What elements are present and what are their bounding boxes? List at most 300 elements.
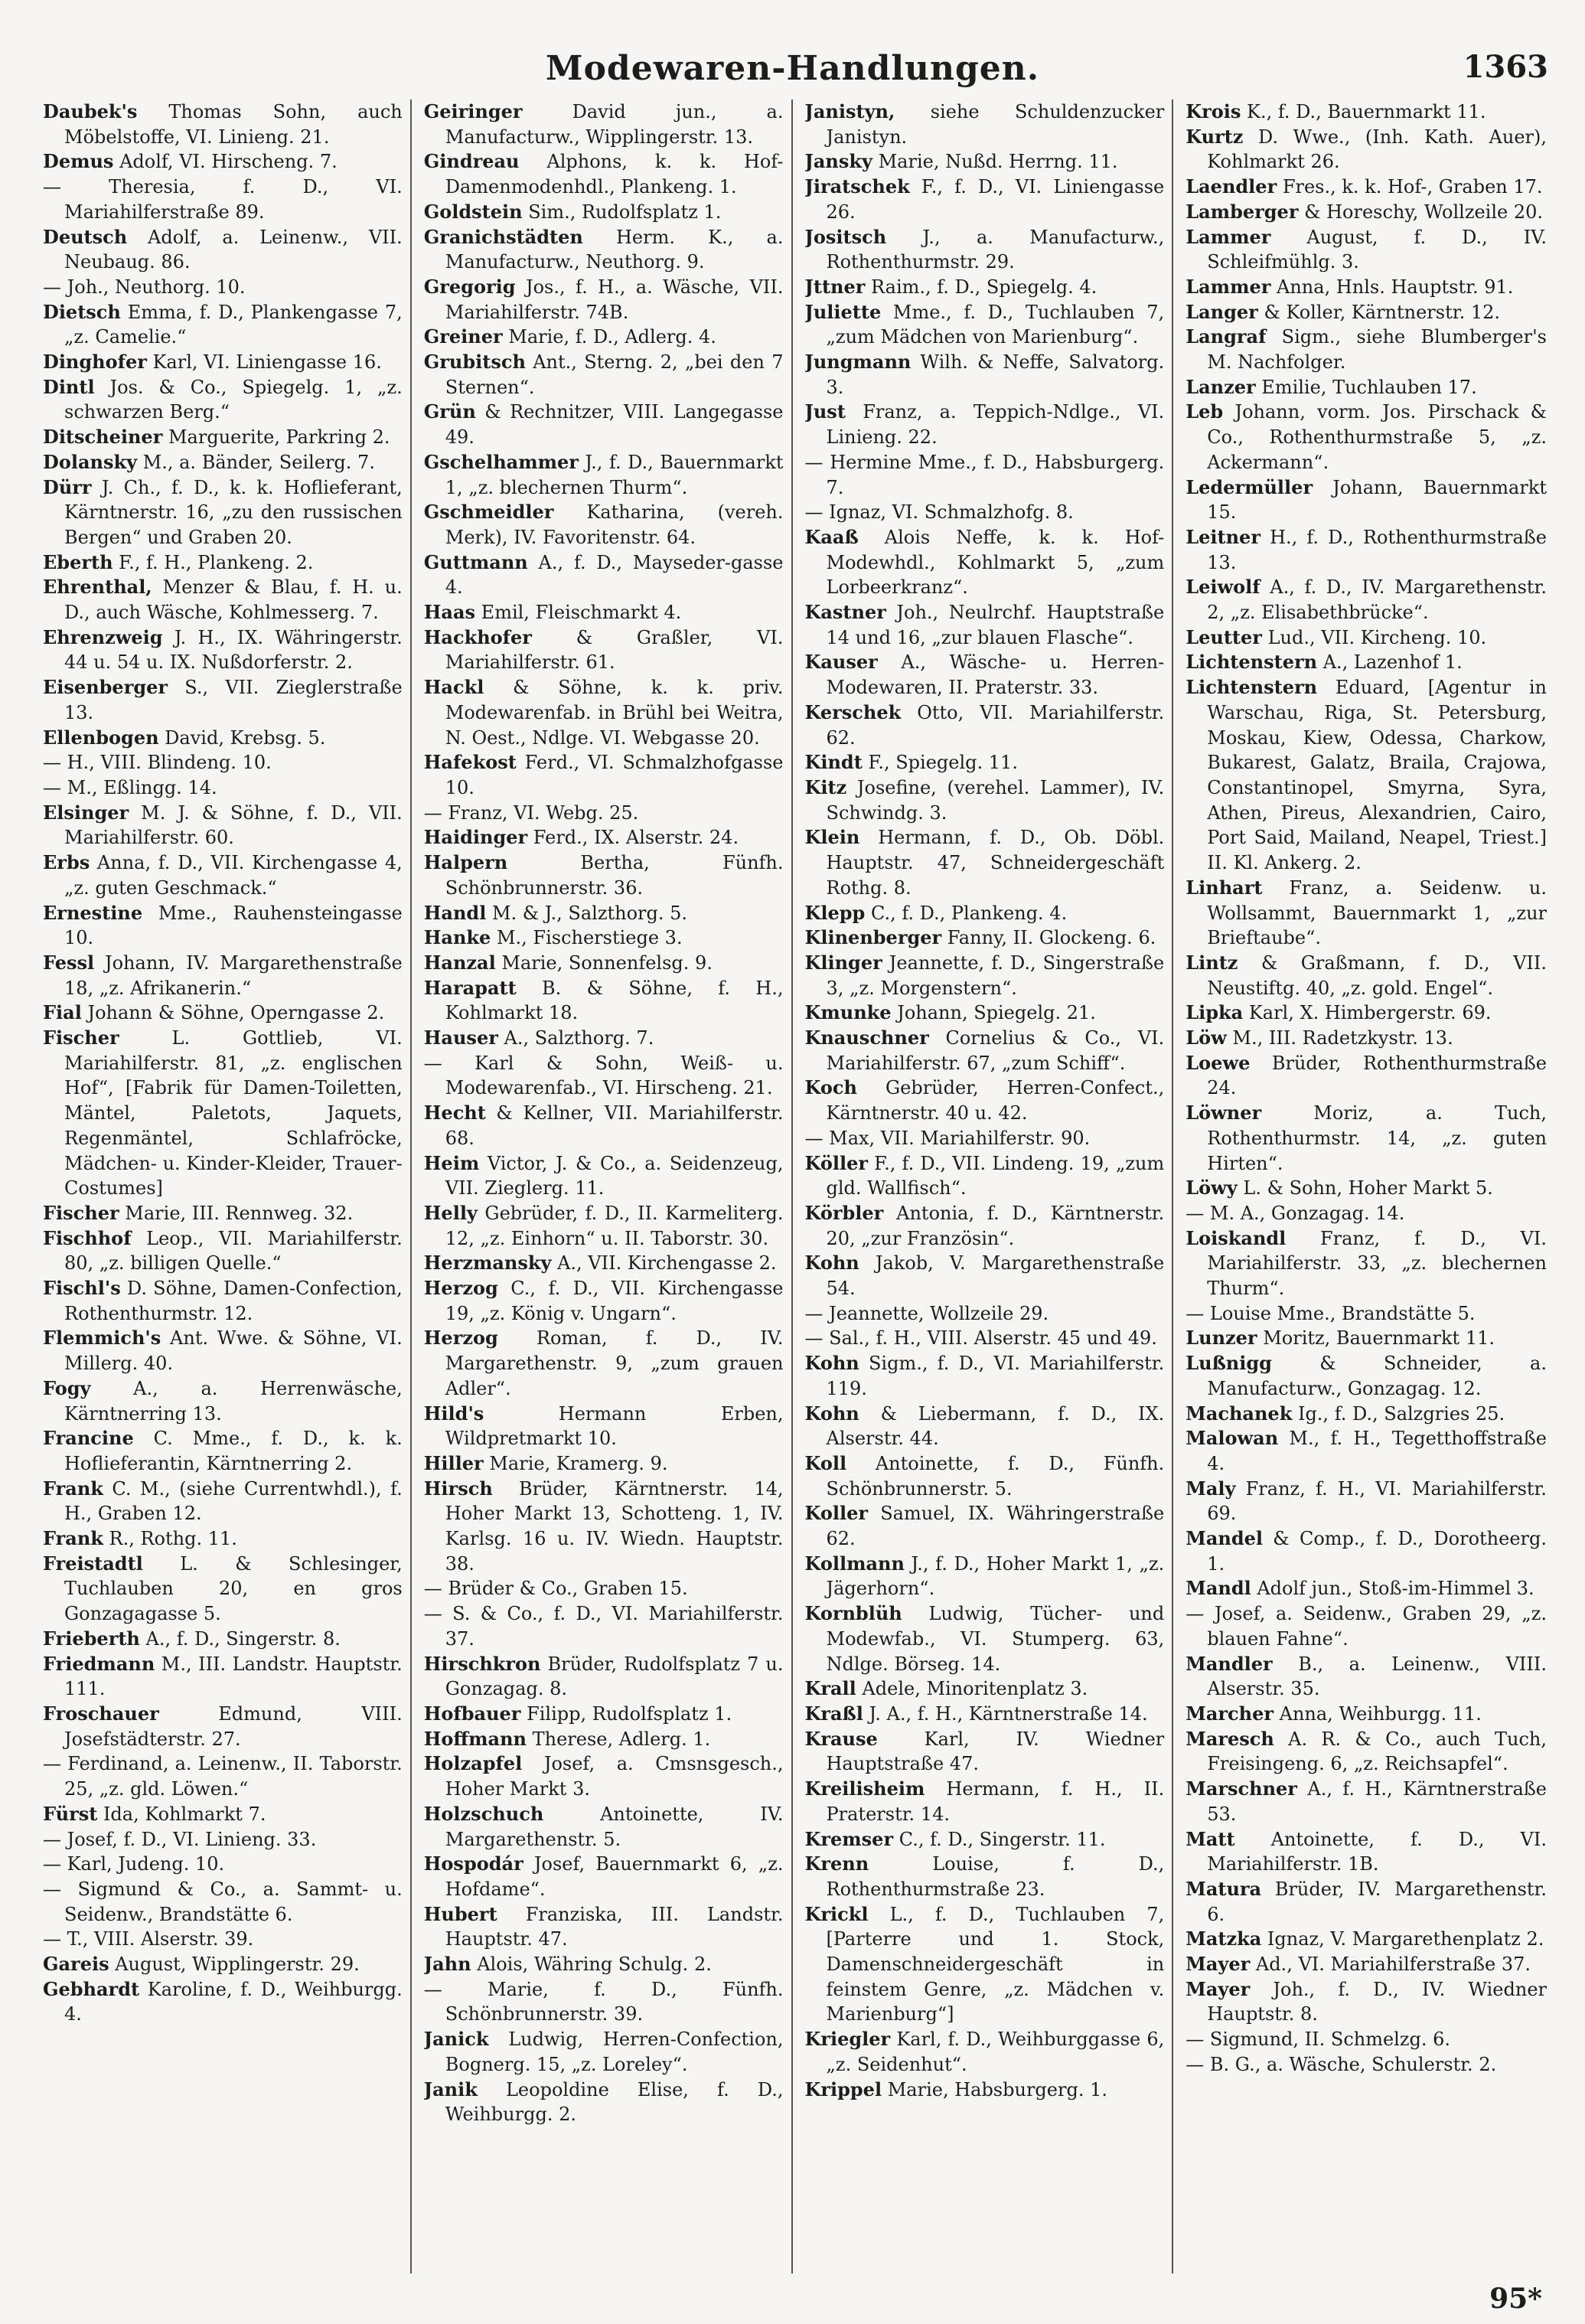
entry-details: Antoinette, IV. Margarethenstr. 5. <box>445 1803 784 1850</box>
entry-details: Joh., f. D., IV. Wiedner Hauptstr. 8. <box>1207 1978 1547 2025</box>
directory-entry <box>805 1852 1165 1901</box>
directory-entry <box>424 350 784 400</box>
entry-details: Louise, f. D., Rothenthurmstraße 23. <box>826 1853 1165 1900</box>
entry-name: Kaaß <box>804 525 859 548</box>
directory-entry <box>424 100 784 149</box>
entry-name: Marcher <box>1185 1702 1274 1725</box>
directory-entry <box>805 750 1165 775</box>
entry-name: Fischhof <box>43 1226 132 1249</box>
directory-entry <box>424 1902 784 1952</box>
entry-name: Kastner <box>804 601 886 624</box>
entry-name: Jahn <box>423 1953 471 1976</box>
entry-name: Holzapfel <box>423 1752 523 1775</box>
entry-name: Guttmann <box>423 550 528 573</box>
entry-details: Jakob, V. Margarethenstraße 54. <box>826 1252 1165 1300</box>
entry-details: Thomas Sohn, auch Möbelstoffe, VI. Linieng. 21. <box>64 101 403 148</box>
entry-name: Ditscheiner <box>43 426 163 449</box>
entry-name: Löw <box>1185 1027 1227 1049</box>
entry-details: Brüder, Kärntnerstr. 14, Hoher Markt 13, Schotteng. 1, IV. Karlsg. 16 u. IV. Wiedn. Hauptstr. 38. <box>445 1477 784 1575</box>
directory-entry <box>1185 1026 1547 1051</box>
directory-entry <box>1185 951 1547 1000</box>
entry-details: Jeannette, f. D., Singerstraße 3, „z. Morgenstern“. <box>826 951 1165 999</box>
entry-details: Karl, X. Himbergerstr. 69. <box>1243 1002 1492 1024</box>
entry-details: & Schneider, a. Manufacturw., Gonzagag. 12. <box>1207 1353 1547 1399</box>
entry-details: Samuel, IX. Währingerstraße 62. <box>826 1503 1165 1550</box>
entry-details: A., f. H., Kärntnerstraße 53. <box>1207 1778 1547 1825</box>
entry-details: Johann & Söhne, Operngasse 2. <box>81 1002 385 1024</box>
entry-name: Lintz <box>1185 951 1238 974</box>
entry-details: — Hermine Mme., f. D., Habsburgerg. 7. <box>804 451 1165 498</box>
entry-name: Heim <box>423 1151 480 1174</box>
directory-entry <box>1185 325 1547 374</box>
directory-entry <box>43 1000 403 1026</box>
entry-details: L., f. D., Tuchlauben 7, [Parterre und 1. Stock, Damenschneidergeschäft in feinstem Genre, „z. Mädchen v. Marienburg“] <box>826 1903 1165 2025</box>
directory-entry <box>805 149 1165 175</box>
entry-details: J., a. Manufacturw., Rothenthurmstr. 29. <box>826 226 1165 273</box>
entry-details: Antoinette, f. D., Fünfh. Schönbrunnerstr. 5. <box>826 1452 1165 1500</box>
entry-details: Karl, f. D., Weihburggasse 6, „z. Seidenhut“. <box>826 2029 1165 2075</box>
entry-details: Alphons, k. k. Hof-Damenmodenhdl., Plankeng. 1. <box>445 151 784 198</box>
directory-entry <box>424 1702 784 1727</box>
entry-name: Herzog <box>423 1277 498 1300</box>
entry-name: Lichtenstern <box>1185 676 1318 699</box>
entry-details: M. & J., Salzthorg. 5. <box>486 902 688 924</box>
directory-entry <box>424 225 784 275</box>
directory-entry <box>43 300 403 350</box>
entry-details: Marie, Nußd. Herrng. 11. <box>872 151 1118 173</box>
entry-name: Hafekost <box>423 751 517 774</box>
directory-column-2 <box>424 100 793 2273</box>
directory-entry <box>805 1301 1165 1327</box>
entry-name: Handl <box>423 901 487 924</box>
entry-name: Hanzal <box>423 951 496 974</box>
entry-details: Johann, Bauernmarkt 15. <box>1207 476 1547 524</box>
entry-name: Köller <box>804 1151 868 1174</box>
entry-name: Ledermüller <box>1185 475 1313 498</box>
entry-details: — Max, VII. Mariahilferstr. 90. <box>804 1127 1091 1149</box>
entry-name: Hackhofer <box>423 625 532 648</box>
entry-details: — Karl, Judeng. 10. <box>43 1853 225 1875</box>
directory-entry <box>424 951 784 976</box>
entry-details: F., f. D., VII. Lindeng. 19, „zum gld. Wallfisch“. <box>826 1152 1165 1200</box>
directory-entry <box>424 550 784 600</box>
directory-entry <box>1185 1402 1547 1427</box>
directory-entry <box>43 475 403 550</box>
entry-details: F., f. D., VI. Liniengasse 26. <box>826 176 1165 223</box>
directory-entry <box>43 1852 403 1877</box>
entry-details: M. J. & Söhne, f. D., VII. Mariahilferstr. 60. <box>64 801 403 849</box>
directory-entry <box>43 275 403 300</box>
directory-entry <box>1185 1351 1547 1401</box>
entry-details: Alois Neffe, k. k. Hof-Modewhdl., Kohlmarkt 5, „zum Lorbeerkranz“. <box>826 526 1165 599</box>
directory-entry <box>43 1477 403 1526</box>
directory-entry <box>1185 1526 1547 1576</box>
directory-entry <box>424 1477 784 1577</box>
entry-name: Fischer <box>43 1027 119 1049</box>
directory-entry <box>1185 675 1547 876</box>
directory-entry <box>805 225 1165 275</box>
entry-details: Herm. K., a. Manufacturw., Neuthorg. 9. <box>445 226 784 273</box>
entry-details: Fres., k. k. Hof-, Graben 17. <box>1277 176 1543 198</box>
entry-details: A., f. D., IV. Margarethenstr. 2, „z. Elisabethbrücke“. <box>1207 576 1547 624</box>
entry-name: Klinenberger <box>804 926 942 949</box>
entry-details: — B. G., a. Wäsche, Schulerstr. 2. <box>1185 2053 1497 2075</box>
entry-name: Hoffmann <box>423 1727 527 1750</box>
entry-name: Janik <box>423 2078 478 2100</box>
entry-name: Klepp <box>804 901 866 924</box>
entry-name: Geiringer <box>423 100 523 122</box>
directory-entry <box>43 1526 403 1552</box>
entry-details: Gebrüder, Herren-Confect., Kärntnerstr. 40 u. 42. <box>826 1077 1165 1124</box>
directory-entry <box>1185 1827 1547 1877</box>
entry-details: Marie, f. D., Adlerg. 4. <box>502 326 716 348</box>
entry-details: Brüder, Rothenthurmstraße 24. <box>1207 1052 1547 1099</box>
entry-name: Krois <box>1185 100 1241 122</box>
entry-details: Brüder, Rudolfsplatz 7 u. Gonzagag. 8. <box>445 1653 784 1700</box>
entry-name: Kremser <box>804 1827 894 1850</box>
entry-details: Marie, Kramerg. 9. <box>483 1452 668 1474</box>
entry-name: Just <box>804 400 846 423</box>
entry-details: — H., VIII. Blindeng. 10. <box>43 752 272 774</box>
directory-entry <box>43 450 403 475</box>
entry-name: Krickl <box>804 1902 869 1925</box>
entry-details: B. & Söhne, f. H., Kohlmarkt 18. <box>445 977 784 1024</box>
entry-name: Fischer <box>43 1201 119 1224</box>
entry-details: Emilie, Tuchlauben 17. <box>1255 376 1477 398</box>
directory-columns <box>43 100 1554 2273</box>
entry-details: M., III. Radetzkystr. 13. <box>1226 1027 1453 1049</box>
entry-name: Friedmann <box>43 1652 155 1675</box>
entry-details: Leop., VII. Mariahilferstr. 80, „z. billigen Quelle.“ <box>64 1227 403 1275</box>
directory-entry <box>424 275 784 325</box>
directory-column-1 <box>43 100 412 2273</box>
directory-entry <box>1185 2052 1547 2078</box>
directory-entry <box>424 1326 784 1401</box>
entry-name: Gregorig <box>423 275 516 298</box>
entry-details: Gebrüder, f. D., II. Karmeliterg. 12, „z. Einhorn“ u. II. Taborstr. 30. <box>445 1202 784 1249</box>
entry-name: Kreilisheim <box>804 1777 925 1800</box>
entry-details: Hermann, f. H., II. Praterstr. 14. <box>826 1778 1165 1825</box>
entry-details: Jos. & Co., Spiegelg. 1, „z. schwarzen Berg.“ <box>64 376 403 423</box>
entry-details: Edmund, VIII. Josefstädterstr. 27. <box>64 1703 403 1750</box>
directory-entry <box>43 1326 403 1376</box>
directory-entry <box>1185 650 1547 675</box>
directory-entry <box>1185 1176 1547 1201</box>
entry-details: Cornelius & Co., VI. Mariahilferstr. 67, „zum Schiff“. <box>826 1027 1165 1074</box>
directory-entry <box>424 1802 784 1852</box>
entry-name: Fessl <box>43 951 95 974</box>
entry-name: Hospodár <box>423 1852 523 1875</box>
directory-entry <box>1185 575 1547 625</box>
entry-details: Marie, Sonnenfelsg. 9. <box>495 951 713 974</box>
directory-entry <box>43 100 403 149</box>
directory-entry <box>43 901 403 951</box>
entry-details: Katharina, (vereh. Merk), IV. Favoritenstr. 64. <box>445 501 784 548</box>
entry-details: Karoline, f. D., Weihburgg. 4. <box>64 1978 403 2025</box>
entry-name: Lammer <box>1185 275 1271 298</box>
entry-details: Roman, f. D., IV. Margarethenstr. 9, „zum grauen Adler“. <box>445 1327 784 1399</box>
entry-name: Krause <box>804 1727 878 1750</box>
entry-name: Frieberth <box>43 1627 140 1650</box>
entry-details: & Koller, Kärntnerstr. 12. <box>1257 301 1500 323</box>
entry-details: C. Mme., f. D., k. k. Hoflieferantin, Kärntnerring 2. <box>64 1428 403 1474</box>
entry-details: Josef, a. Cmsnsgesch., Hoher Markt 3. <box>445 1753 784 1800</box>
entry-name: Jansky <box>804 150 872 173</box>
entry-details: Wilh. & Neffe, Salvatorg. 3. <box>826 351 1165 398</box>
entry-name: Maly <box>1185 1477 1236 1500</box>
entry-details: Mme., f. D., Tuchlauben 7, „zum Mädchen von Marienburg“. <box>826 301 1165 348</box>
entry-name: Jiratschek <box>804 175 910 198</box>
entry-details: Emil, Fleischmarkt 4. <box>475 602 682 624</box>
entry-name: Hubert <box>423 1902 497 1925</box>
entry-name: Klein <box>804 826 860 849</box>
directory-entry <box>424 1402 784 1451</box>
directory-entry <box>424 750 784 800</box>
directory-entry <box>424 400 784 449</box>
entry-name: Jungmann <box>804 351 912 374</box>
entry-details: A., Lazenhof 1. <box>1317 651 1463 674</box>
entry-name: Herzog <box>423 1327 498 1350</box>
entry-details: — Sigmund, II. Schmelzg. 6. <box>1185 2029 1451 2051</box>
directory-entry <box>1185 1877 1547 1927</box>
entry-details: J., f. D., Hoher Markt 1, „z. Jägerhorn“. <box>826 1552 1165 1600</box>
directory-entry <box>805 525 1165 600</box>
entry-name: Hirschkron <box>423 1652 541 1675</box>
directory-entry <box>43 1376 403 1426</box>
directory-entry <box>805 350 1165 400</box>
entry-details: Alois, Währing Schulg. 2. <box>471 1954 712 1976</box>
entry-name: Demus <box>43 150 114 173</box>
directory-entry <box>424 1276 784 1326</box>
entry-details: Anna, f. D., VII. Kirchengasse 4, „z. guten Geschmack.“ <box>64 852 403 899</box>
entry-details: F., Spiegelg. 11. <box>862 752 1018 774</box>
entry-details: L. & Sohn, Hoher Markt 5. <box>1237 1177 1493 1200</box>
entry-details: Franziska, III. Landstr. Hauptstr. 47. <box>445 1903 784 1950</box>
entry-details: Marie, III. Rennweg. 32. <box>119 1202 354 1224</box>
entry-name: Löwner <box>1185 1102 1262 1124</box>
entry-name: Langer <box>1185 300 1258 323</box>
entry-name: Linhart <box>1185 876 1263 899</box>
directory-entry <box>43 1977 403 2027</box>
entry-details: Johann, vorm. Jos. Pirschack & Co., Rothenthurmstraße 5, „z. Ackermann“. <box>1207 401 1547 473</box>
entry-name: Kauser <box>804 651 878 674</box>
directory-entry <box>424 149 784 199</box>
directory-entry <box>805 1000 1165 1026</box>
directory-entry <box>43 1751 403 1801</box>
directory-entry <box>424 1251 784 1276</box>
directory-entry <box>424 1652 784 1702</box>
entry-name: Malowan <box>1185 1427 1279 1450</box>
entry-name: Kindt <box>804 751 863 774</box>
directory-entry <box>805 1601 1165 1676</box>
entry-details: — Joh., Neuthorg. 10. <box>43 276 246 298</box>
directory-entry <box>424 1051 784 1101</box>
entry-name: Leb <box>1185 400 1224 423</box>
entry-name: Mayer <box>1185 1977 1251 2000</box>
entry-name: Jositsch <box>804 225 887 248</box>
directory-entry <box>1185 1576 1547 1601</box>
directory-entry <box>805 650 1165 700</box>
entry-details: Antoinette, f. D., VI. Mariahilferstr. 1B. <box>1207 1828 1547 1875</box>
entry-name: Fial <box>43 1001 82 1024</box>
entry-name: Lichtenstern <box>1185 651 1318 674</box>
directory-entry <box>805 1351 1165 1401</box>
entry-details: Franz, f. D., VI. Mariahilferstr. 33, „z. blechernen Thurm“. <box>1207 1227 1547 1300</box>
directory-entry <box>805 1501 1165 1551</box>
entry-details: Johann, Spiegelg. 21. <box>891 1002 1096 1024</box>
directory-entry <box>424 1727 784 1752</box>
entry-name: Mayer <box>1185 1953 1251 1976</box>
entry-name: Gschmeidler <box>423 501 554 524</box>
directory-entry <box>43 425 403 450</box>
directory-entry <box>1185 1601 1547 1651</box>
directory-entry <box>1185 275 1547 300</box>
directory-entry <box>805 450 1165 500</box>
entry-details: Sigm., siehe Blumberger's M. Nachfolger. <box>1207 326 1547 374</box>
directory-entry <box>1185 475 1547 525</box>
entry-details: Karl, IV. Wiedner Hauptstraße 47. <box>826 1728 1165 1775</box>
entry-name: Fürst <box>43 1802 98 1825</box>
entry-details: — Franz, VI. Webg. 25. <box>423 801 639 824</box>
directory-entry <box>424 1576 784 1601</box>
directory-entry <box>43 1802 403 1827</box>
directory-entry <box>424 901 784 926</box>
directory-entry <box>43 1927 403 1952</box>
directory-entry <box>805 600 1165 650</box>
entry-details: & Liebermann, f. D., IX. Alserstr. 44. <box>826 1402 1165 1450</box>
entry-name: Herzmansky <box>423 1252 552 1275</box>
directory-entry <box>1185 1326 1547 1351</box>
entry-name: Hecht <box>423 1102 486 1124</box>
directory-entry <box>43 1627 403 1652</box>
entry-name: Dürr <box>43 475 92 498</box>
directory-entry <box>805 1451 1165 1501</box>
entry-name: Greiner <box>423 325 503 348</box>
directory-entry <box>1185 1101 1547 1176</box>
entry-name: Frank <box>43 1527 103 1550</box>
entry-details: Ad., VI. Mariahilferstraße 37. <box>1250 1954 1531 1976</box>
entry-details: A., f. D., Mayseder-gasse 4. <box>445 551 784 599</box>
entry-details: Ant. Wwe. & Söhne, VI. Millerg. 40. <box>64 1327 403 1375</box>
entry-name: Froschauer <box>43 1702 159 1725</box>
entry-details: Sim., Rudolfsplatz 1. <box>522 201 722 223</box>
entry-name: Goldstein <box>423 200 523 223</box>
entry-details: Jos., f. H., a. Wäsche, VII. Mariahilferstr. 74B. <box>445 276 784 323</box>
directory-entry <box>1185 375 1547 400</box>
entry-details: C., f. D., VII. Kirchengasse 19, „z. König v. Ungarn“. <box>445 1278 784 1324</box>
entry-name: Hiller <box>423 1451 484 1474</box>
directory-entry <box>43 575 403 625</box>
directory-entry <box>1185 400 1547 475</box>
directory-entry <box>424 2078 784 2127</box>
directory-entry <box>805 1902 1165 2028</box>
entry-details: Hermann Erben, Wildpretmarkt 10. <box>445 1402 784 1450</box>
entry-name: Ehrenzweig <box>43 625 163 648</box>
directory-entry <box>43 726 403 751</box>
entry-name: Knauschner <box>804 1027 929 1049</box>
entry-name: Kohn <box>804 1402 859 1425</box>
entry-name: Ernestine <box>43 901 143 924</box>
entry-details: Sigm., f. D., VI. Mariahilferstr. 119. <box>826 1353 1165 1399</box>
directory-entry <box>43 1026 403 1201</box>
entry-name: Hackl <box>423 676 484 699</box>
directory-entry <box>424 600 784 625</box>
directory-entry <box>805 925 1165 951</box>
directory-entry <box>1185 1727 1547 1777</box>
entry-name: Fischl's <box>43 1277 121 1300</box>
entry-details: — Theresia, f. D., VI. Mariahilferstraße 89. <box>43 176 403 223</box>
entry-details: Ignaz, V. Margarethenplatz 2. <box>1261 1928 1544 1950</box>
entry-name: Juliette <box>804 300 882 323</box>
entry-details: A., Salzthorg. 7. <box>497 1027 654 1049</box>
entry-details: J. A., f. H., Kärntnerstraße 14. <box>863 1703 1148 1725</box>
entry-details: D. Wwe., (Inh. Kath. Auer), Kohlmarkt 26. <box>1207 126 1547 173</box>
entry-name: Löwy <box>1185 1177 1238 1200</box>
directory-entry <box>43 675 403 725</box>
directory-entry <box>805 1026 1165 1076</box>
directory-entry <box>43 1226 403 1276</box>
entry-details: Moriz, a. Tuch, Rothenthurmstr. 14, „z. guten Hirten“. <box>1207 1102 1547 1174</box>
entry-name: Matzka <box>1185 1927 1262 1950</box>
entry-name: Körbler <box>804 1201 884 1224</box>
entry-details: M., Fischerstiege 3. <box>491 927 683 949</box>
entry-name: Hirsch <box>423 1477 493 1500</box>
entry-details: — Sal., f. H., VIII. Alserstr. 45 und 49. <box>804 1327 1157 1350</box>
entry-details: Hermann, f. D., Ob. Döbl. Hauptstr. 47, Schneidergeschäft Rothg. 8. <box>826 827 1165 899</box>
entry-details: — Marie, f. D., Fünfh. Schönbrunnerstr. 39. <box>423 1978 784 2025</box>
entry-details: — Karl & Sohn, Weiß- u. Modewarenfab., VI. Hirscheng. 21. <box>423 1052 784 1099</box>
entry-details: Ludwig, Herren-Confection, Bognerg. 15, „z. Loreley“. <box>445 2029 784 2075</box>
directory-entry <box>1185 1777 1547 1826</box>
directory-entry <box>43 550 403 576</box>
entry-details: & Comp., f. D., Dorotheerg. 1. <box>1207 1528 1547 1575</box>
directory-entry <box>424 1852 784 1901</box>
directory-entry <box>805 1251 1165 1301</box>
entry-details: B., a. Leinenw., VIII. Alserstr. 35. <box>1207 1653 1547 1700</box>
entry-details: M., III. Landstr. Hauptstr. 111. <box>64 1653 403 1700</box>
directory-entry <box>43 1652 403 1702</box>
directory-entry <box>424 2027 784 2077</box>
entry-details: A., Wäsche- u. Herren-Modewaren, II. Praterstr. 33. <box>826 651 1165 699</box>
directory-entry <box>805 825 1165 900</box>
page-title: Modewaren-Handlungen. <box>545 49 1040 88</box>
entry-details: — S. & Co., f. D., VI. Mariahilferstr. 37. <box>423 1603 784 1650</box>
directory-entry <box>43 149 403 175</box>
entry-details: Otto, VII. Mariahilferstr. 62. <box>826 701 1165 749</box>
directory-entry <box>805 1552 1165 1601</box>
directory-entry <box>1185 525 1547 575</box>
entry-name: Mandler <box>1185 1652 1273 1675</box>
directory-column-3 <box>805 100 1174 2273</box>
entry-details: Eduard, [Agentur in Warschau, Riga, St. Petersburg, Moskau, Kiew, Odessa, Charkow, Bukarest, Galatz, Braila, Crajowa, Constantinopel, Smyrna, Syra, Athen, Pireus, Alexandrien, Cairo, Port Said, Mailand, Neapel, Triest.] II. Kl. Ankerg. 2. <box>1207 677 1547 874</box>
entry-details: siehe Schuldenzucker Janistyn. <box>826 101 1165 148</box>
entry-name: Ellenbogen <box>43 726 159 749</box>
entry-details: Ferd., IX. Alserstr. 24. <box>527 827 739 849</box>
entry-name: Fogy <box>43 1376 91 1399</box>
entry-name: Klinger <box>804 951 882 974</box>
directory-entry <box>43 775 403 801</box>
directory-entry <box>1185 125 1547 175</box>
entry-details: Ida, Kohlmarkt 7. <box>97 1803 266 1825</box>
directory-entry <box>805 2027 1165 2077</box>
entry-name: Flemmich's <box>43 1327 161 1350</box>
directory-entry <box>1185 1977 1547 2027</box>
entry-name: Elsinger <box>43 801 129 824</box>
entry-details: August, Wipplingerstr. 29. <box>109 1954 360 1976</box>
directory-entry <box>805 1151 1165 1201</box>
entry-details: Raim., f. D., Spiegelg. 4. <box>865 276 1097 298</box>
entry-name: Koll <box>804 1451 847 1474</box>
